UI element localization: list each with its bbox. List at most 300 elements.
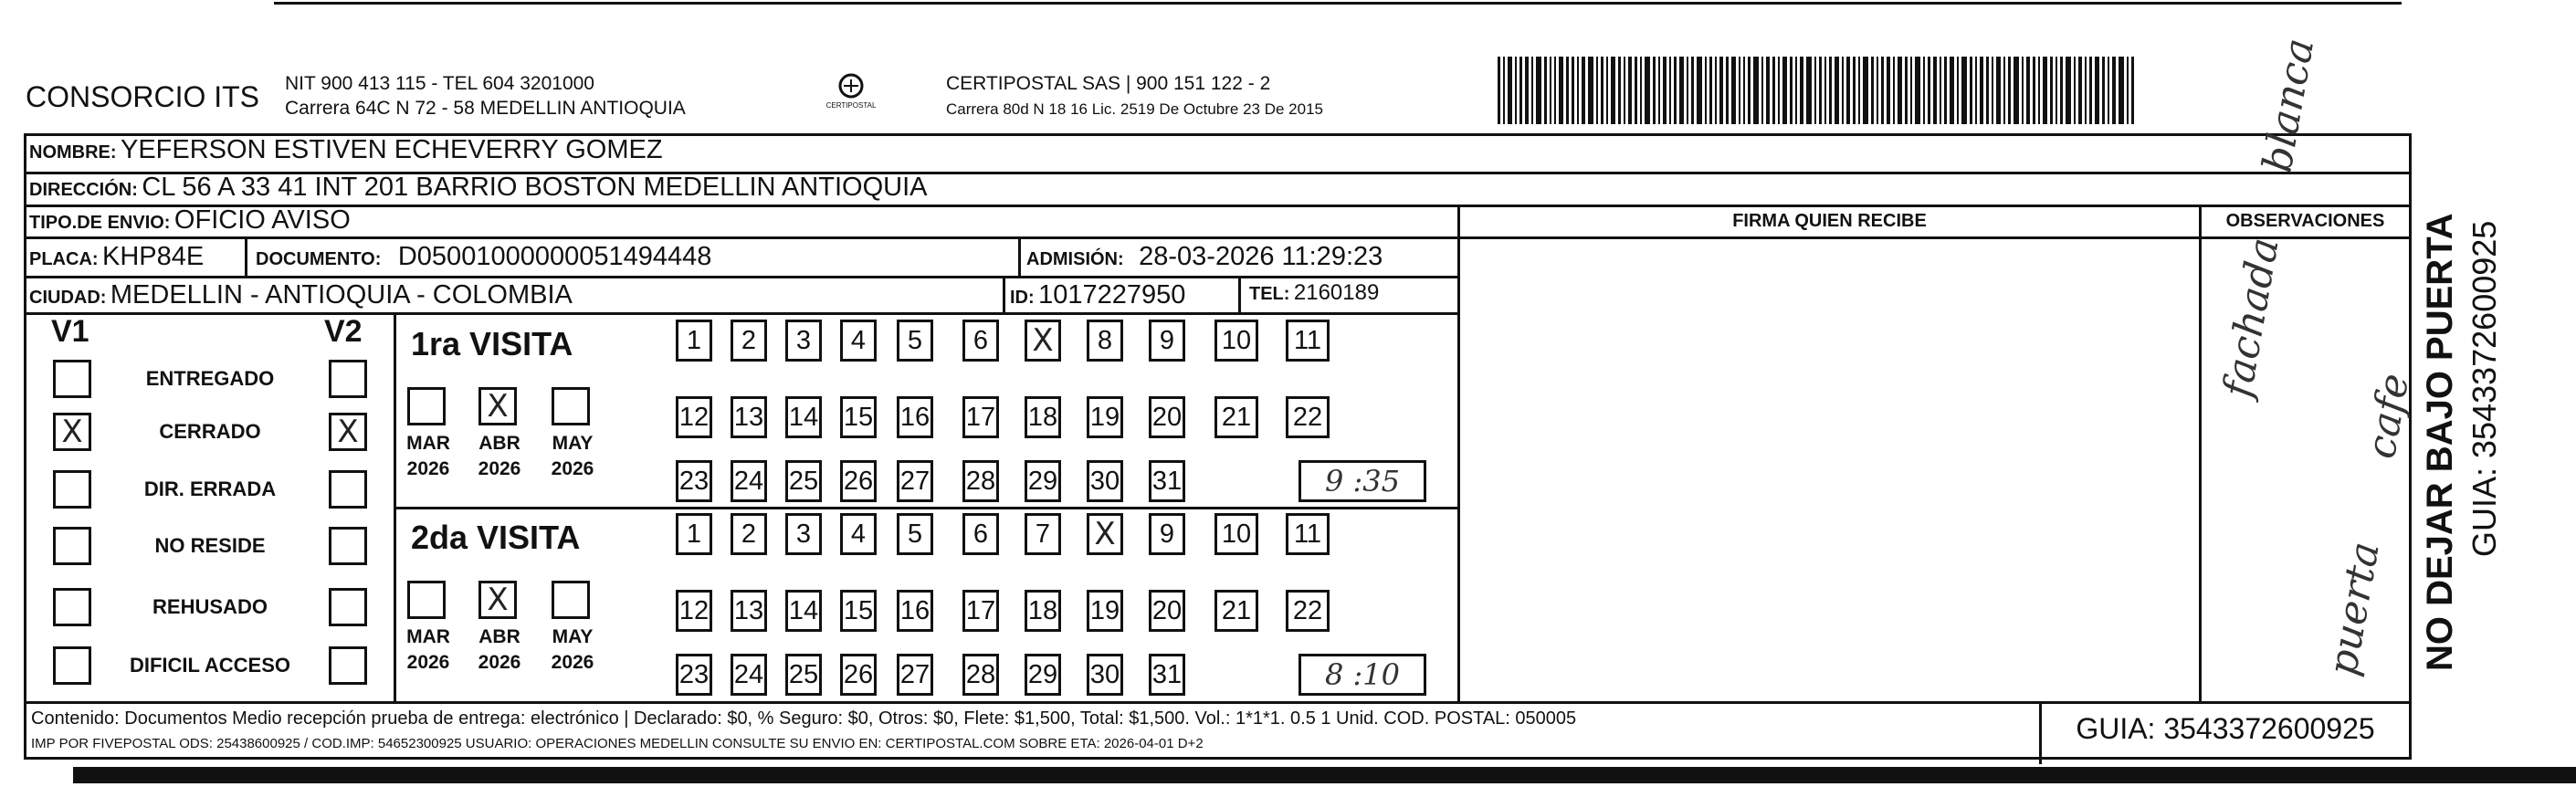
courier-license: Carrera 80d N 18 16 Lic. 2519 De Octubre 23 De 2015 <box>946 100 1323 118</box>
placa-value: KHP84E <box>102 242 205 271</box>
day-number: 2 <box>741 325 757 355</box>
day-cell[interactable] <box>962 654 999 696</box>
day-cell[interactable] <box>785 513 822 555</box>
day-number: 22 <box>1292 595 1323 625</box>
barcode-bar <box>1766 57 1770 124</box>
tipo-row <box>29 205 351 236</box>
ciudad-label: CIUDAD: <box>29 288 107 308</box>
day-number: 2 <box>741 519 757 549</box>
barcode-bar <box>1739 57 1740 124</box>
barcode-bar <box>1531 57 1533 124</box>
day-cell[interactable] <box>840 396 877 438</box>
barcode-bar <box>1842 57 1844 124</box>
barcode-bar <box>1887 57 1890 124</box>
day-number: 19 <box>1089 595 1120 625</box>
column-rule <box>2409 205 2412 704</box>
day-number: 24 <box>733 659 764 689</box>
visit-time: 9 :35 <box>1324 464 1401 498</box>
status-label: REHUSADO <box>152 595 268 618</box>
barcode-bar <box>1928 57 1930 124</box>
day-cell[interactable] <box>676 590 712 632</box>
barcode-bar <box>1601 57 1603 124</box>
certipostal-logo <box>824 71 878 117</box>
barcode-bar <box>1961 57 1967 124</box>
day-number: 8 <box>1097 325 1113 355</box>
visit-time-cell[interactable] <box>1299 654 1426 696</box>
tipo-value: OFICIO AVISO <box>173 205 351 235</box>
day-cell[interactable] <box>897 320 933 362</box>
barcode-bar <box>1858 57 1860 124</box>
row-rule <box>24 312 1457 315</box>
column-rule <box>1018 239 1021 276</box>
barcode-bar <box>2085 57 2087 124</box>
day-cell[interactable] <box>1149 513 1185 555</box>
barcode-bar <box>1596 57 1598 124</box>
footer-guia: GUIA: 3543372600925 <box>2076 712 2375 745</box>
barcode-bar <box>1550 57 1551 124</box>
visit-month-checkbox[interactable] <box>552 387 590 425</box>
day-number: 27 <box>899 466 931 496</box>
day-cell[interactable] <box>1286 396 1330 438</box>
day-cell[interactable] <box>1025 590 1061 632</box>
day-cell[interactable] <box>1087 396 1123 438</box>
visit-month-checkbox[interactable] <box>407 581 446 619</box>
visit-month-label: ABR <box>478 626 520 647</box>
day-number: 20 <box>1151 595 1183 625</box>
barcode-bar <box>1577 57 1579 124</box>
day-cell[interactable] <box>676 513 712 555</box>
day-number: 24 <box>733 466 764 496</box>
day-cell[interactable] <box>731 320 767 362</box>
visit-month-label: MAR <box>406 626 450 647</box>
barcode-bar <box>1778 57 1780 124</box>
day-number: 13 <box>733 402 764 432</box>
barcode-bar <box>2026 57 2030 124</box>
barcode-bar <box>1618 57 1621 124</box>
barcode-bar <box>1669 57 1671 124</box>
admision-label: ADMISIÓN: <box>1026 249 1124 269</box>
status-label: ENTREGADO <box>145 367 275 390</box>
day-number: 9 <box>1159 519 1175 549</box>
visit-month-label: ABR <box>478 433 520 454</box>
footer-content: Contenido: Documentos Medio recepción prueba de entrega: electrónico | Declarado: $0, % Seguro: $0, Otros: $0, Flete: $1,500, Total: $1,500. Vol.: 1*1*1. 0.5 1 Unid. COD. POSTAL: 050005 <box>31 708 1577 729</box>
day-cell[interactable] <box>785 320 822 362</box>
day-number: 18 <box>1027 402 1058 432</box>
logo-text: CERTIPOSTAL <box>825 101 877 110</box>
admision-row <box>1026 242 1383 272</box>
day-number: X <box>1032 322 1054 359</box>
day-number: 26 <box>843 466 874 496</box>
barcode-bar <box>1743 57 1745 124</box>
barcode-bar <box>1687 57 1688 124</box>
signature-header: FIRMA QUIEN RECIBE <box>1732 211 1927 231</box>
day-cell[interactable] <box>840 654 877 696</box>
documento-value: D05001000000051494448 <box>397 242 712 271</box>
column-rule <box>245 239 247 276</box>
nombre-value: YEFERSON ESTIVEN ECHEVERRY GOMEZ <box>121 135 663 164</box>
day-cell[interactable] <box>785 396 822 438</box>
barcode-bar <box>1536 57 1541 124</box>
status-v1-mark: X <box>61 414 83 450</box>
day-cell[interactable] <box>962 513 999 555</box>
visit-month-checkbox[interactable] <box>407 387 446 425</box>
barcode-bar <box>1628 57 1632 124</box>
top-rule <box>274 2 2402 5</box>
id-value: 1017227950 <box>1038 280 1186 310</box>
barcode-bar <box>1606 57 1608 124</box>
day-cell[interactable] <box>897 654 933 696</box>
day-cell[interactable] <box>731 396 767 438</box>
day-cell[interactable] <box>1025 654 1061 696</box>
v2-header: V2 <box>324 314 363 349</box>
barcode-bar <box>1697 57 1702 124</box>
day-number: 23 <box>678 466 710 496</box>
barcode-bar <box>1790 57 1793 124</box>
barcode-bar <box>1814 57 1816 124</box>
barcode-bar <box>1715 57 1717 124</box>
barcode-bar <box>1588 57 1593 124</box>
day-cell[interactable] <box>1087 590 1123 632</box>
barcode-bar <box>1898 57 1902 124</box>
day-cell[interactable] <box>731 654 767 696</box>
barcode-bar <box>1559 57 1563 124</box>
barcode-bar <box>1611 57 1615 124</box>
barcode-bar <box>1950 57 1954 124</box>
status-v2-mark: X <box>337 414 359 450</box>
day-number: 27 <box>899 659 931 689</box>
status-v1-checkbox[interactable] <box>53 360 91 398</box>
day-number: 20 <box>1151 402 1183 432</box>
status-v2-checkbox[interactable] <box>329 413 367 451</box>
barcode-bar <box>1806 57 1812 124</box>
day-cell[interactable] <box>897 460 933 502</box>
direccion-label: DIRECCIÓN: <box>29 180 138 200</box>
barcode-bar <box>2013 57 2019 124</box>
direccion-row <box>29 173 927 203</box>
day-number: 11 <box>1293 519 1322 549</box>
barcode-bar <box>1705 57 1707 124</box>
barcode-bar <box>1679 57 1684 124</box>
barcode-bar <box>1691 57 1694 124</box>
barcode-bar <box>1863 57 1868 124</box>
column-rule <box>2199 205 2202 704</box>
day-cell[interactable] <box>1214 396 1258 438</box>
barcode-bar <box>1881 57 1884 124</box>
barcode-bar <box>1498 57 1500 124</box>
barcode-bar <box>2066 57 2071 124</box>
day-cell[interactable] <box>962 460 999 502</box>
day-cell[interactable] <box>731 513 767 555</box>
day-number: 26 <box>843 659 874 689</box>
barcode-bar <box>2119 57 2124 124</box>
visit-month-label: MAY <box>552 433 594 454</box>
barcode-bar <box>1772 57 1775 124</box>
day-number: 18 <box>1027 595 1058 625</box>
barcode-bar <box>2022 57 2024 124</box>
barcode-bar <box>2043 57 2047 124</box>
barcode-bar <box>1975 57 1977 124</box>
barcode-bar <box>1795 57 1797 124</box>
day-number: 15 <box>843 402 874 432</box>
barcode-bar <box>1800 57 1803 124</box>
barcode-bar <box>1923 57 1925 124</box>
barcode-bar <box>1582 57 1585 124</box>
day-number: 28 <box>965 466 996 496</box>
barcode-bar <box>1503 57 1505 124</box>
day-cell[interactable] <box>1149 320 1185 362</box>
barcode-bar <box>1624 57 1625 124</box>
barcode-bar <box>1980 57 1983 124</box>
day-cell[interactable] <box>1286 320 1330 362</box>
day-number: 5 <box>907 325 923 355</box>
day-number: 21 <box>1221 402 1252 432</box>
day-number: 16 <box>899 402 931 432</box>
day-cell[interactable] <box>785 460 822 502</box>
sender-company: CONSORCIO ITS <box>26 80 260 113</box>
day-cell[interactable] <box>962 590 999 632</box>
observation-word: puerta <box>2319 538 2389 679</box>
barcode-bar <box>1554 57 1556 124</box>
status-label: NO RESIDE <box>154 534 266 557</box>
visit-month-label: MAY <box>552 626 594 647</box>
day-number: 31 <box>1151 466 1183 496</box>
barcode-bar <box>1566 57 1569 124</box>
day-cell[interactable] <box>962 396 999 438</box>
day-cell[interactable] <box>897 396 933 438</box>
status-v2-checkbox[interactable] <box>329 360 367 398</box>
barcode-bar <box>2078 57 2082 124</box>
barcode-bar <box>2131 57 2134 124</box>
visit-time-cell[interactable] <box>1299 460 1426 502</box>
day-cell[interactable] <box>731 460 767 502</box>
barcode-bar <box>1933 57 1937 124</box>
day-cell[interactable] <box>1214 513 1258 555</box>
day-number: 28 <box>965 659 996 689</box>
day-cell[interactable] <box>1025 513 1061 555</box>
footer-imp: IMP POR FIVEPOSTAL ODS: 25438600925 / COD.IMP: 54652300925 USUARIO: OPERACIONES MEDELLIN CONSULTE SU ENVIO EN: CERTIPOSTAL.COM SOBRE ETA: 2026-04-01 D+2 <box>31 736 1204 751</box>
day-number: 3 <box>795 519 812 549</box>
day-number: 19 <box>1089 402 1120 432</box>
day-cell[interactable] <box>676 320 712 362</box>
barcode-bar <box>1753 57 1759 124</box>
visit-year-label: 2026 <box>406 458 450 479</box>
day-number: 12 <box>678 595 710 625</box>
visit-year-label: 2026 <box>478 458 521 479</box>
ciudad-value: MEDELLIN - ANTIOQUIA - COLOMBIA <box>110 280 573 310</box>
barcode-bar <box>2127 57 2129 124</box>
day-number: 5 <box>907 519 923 549</box>
placa-label: PLACA: <box>29 249 99 269</box>
status-v1-checkbox[interactable] <box>53 527 91 565</box>
barcode-bar <box>2074 57 2076 124</box>
day-cell[interactable] <box>1149 590 1185 632</box>
status-v1-checkbox[interactable] <box>53 413 91 451</box>
barcode-bar <box>1544 57 1547 124</box>
barcode-bar <box>2095 57 2099 124</box>
courier-name: CERTIPOSTAL SAS | 900 151 122 - 2 <box>946 73 1271 94</box>
day-number: 11 <box>1293 325 1322 355</box>
day-cell[interactable] <box>1214 590 1258 632</box>
day-number: 1 <box>686 519 702 549</box>
status-v2-checkbox[interactable] <box>329 588 367 626</box>
tel-value: 2160189 <box>1293 280 1380 305</box>
row-rule <box>394 507 1457 509</box>
barcode <box>1498 57 2301 124</box>
barcode-bar <box>1996 57 2001 124</box>
day-cell[interactable] <box>1087 654 1123 696</box>
barcode-bar <box>1525 57 1529 124</box>
day-cell[interactable] <box>1087 460 1123 502</box>
day-number: 12 <box>678 402 710 432</box>
barcode-bar <box>1970 57 1972 124</box>
barcode-bar <box>2033 57 2035 124</box>
day-cell[interactable] <box>1149 460 1185 502</box>
day-cell[interactable] <box>676 460 712 502</box>
barcode-bar <box>1846 57 1850 124</box>
barcode-bar <box>1572 57 1574 124</box>
day-cell[interactable] <box>962 320 999 362</box>
ciudad-row <box>29 280 573 310</box>
placa-row <box>29 242 204 272</box>
barcode-bar <box>2056 57 2057 124</box>
nombre-row <box>29 135 663 165</box>
visit-month-checkbox[interactable] <box>478 387 517 425</box>
day-cell[interactable] <box>1025 396 1061 438</box>
day-cell[interactable] <box>676 396 712 438</box>
status-label: DIFICIL ACCESO <box>129 654 290 677</box>
column-rule <box>1003 278 1005 312</box>
day-cell[interactable] <box>676 654 712 696</box>
row-rule <box>24 701 2412 704</box>
visit-year-label: 2026 <box>551 652 594 673</box>
visit-month-checkbox[interactable] <box>478 581 517 619</box>
status-v1-checkbox[interactable] <box>53 470 91 509</box>
observation-word: cafe <box>2357 370 2419 463</box>
direccion-value: CL 56 A 33 41 INT 201 BARRIO BOSTON MEDELLIN ANTIOQUIA <box>142 173 928 202</box>
barcode-bar <box>1957 57 1959 124</box>
barcode-bar <box>1853 57 1856 124</box>
side-guia: GUIA: 3543372600925 <box>2466 220 2503 557</box>
status-v2-checkbox[interactable] <box>329 470 367 509</box>
barcode-bar <box>1508 57 1512 124</box>
barcode-bar <box>1893 57 1895 124</box>
barcode-bar <box>2060 57 2063 124</box>
status-v2-checkbox[interactable] <box>329 527 367 565</box>
day-cell[interactable] <box>785 590 822 632</box>
day-cell[interactable] <box>1286 590 1330 632</box>
barcode-bar <box>1640 57 1642 124</box>
day-cell[interactable] <box>1214 320 1258 362</box>
row-rule <box>24 276 1457 278</box>
sender-address: Carrera 64C N 72 - 58 MEDELLIN ANTIOQUIA <box>285 98 686 119</box>
day-cell[interactable] <box>840 460 877 502</box>
day-cell[interactable] <box>785 654 822 696</box>
observation-word: blanca <box>2254 35 2324 176</box>
tel-label: TEL: <box>1249 284 1290 304</box>
barcode-bar <box>1658 57 1660 124</box>
visit-title: 2da VISITA <box>411 519 581 556</box>
day-cell[interactable] <box>1025 320 1061 362</box>
bottom-rule <box>73 767 2576 783</box>
visit-month-mark: X <box>487 582 509 618</box>
day-number: 4 <box>850 519 867 549</box>
day-cell[interactable] <box>897 590 933 632</box>
barcode-bar <box>1709 57 1712 124</box>
documento-label: DOCUMENTO: <box>256 249 382 269</box>
barcode-bar <box>1761 57 1763 124</box>
day-cell[interactable] <box>1025 460 1061 502</box>
barcode-bar <box>1915 57 1920 124</box>
day-cell[interactable] <box>840 513 877 555</box>
day-cell[interactable] <box>1149 396 1185 438</box>
day-number: 4 <box>850 325 867 355</box>
day-cell[interactable] <box>1087 513 1123 555</box>
barcode-bar <box>1726 57 1729 124</box>
day-number: 10 <box>1221 519 1252 549</box>
barcode-bar <box>2112 57 2116 124</box>
day-cell[interactable] <box>1087 320 1123 362</box>
barcode-bar <box>1782 57 1787 124</box>
visit-month-label: MAR <box>406 433 450 454</box>
day-cell[interactable] <box>1149 654 1185 696</box>
v1-header: V1 <box>51 314 89 349</box>
barcode-bar <box>1905 57 1908 124</box>
barcode-bar <box>1940 57 1941 124</box>
day-number: 30 <box>1089 659 1120 689</box>
sender-nit-tel: NIT 900 413 115 - TEL 604 3201000 <box>285 73 594 94</box>
visit-title: 1ra VISITA <box>411 325 573 362</box>
barcode-bar <box>1635 57 1637 124</box>
day-number: 3 <box>795 325 812 355</box>
barcode-bar <box>1910 57 1912 124</box>
day-cell[interactable] <box>1286 513 1330 555</box>
visit-year-label: 2026 <box>406 652 450 673</box>
status-v2-checkbox[interactable] <box>329 646 367 685</box>
barcode-bar <box>1674 57 1677 124</box>
nombre-label: NOMBRE: <box>29 142 117 163</box>
id-row <box>1010 280 1185 310</box>
day-number: X <box>1094 516 1116 552</box>
barcode-bar <box>1871 57 1874 124</box>
visit-month-checkbox[interactable] <box>552 581 590 619</box>
day-number: 14 <box>788 402 819 432</box>
status-v1-checkbox[interactable] <box>53 588 91 626</box>
day-cell[interactable] <box>840 320 877 362</box>
day-number: 29 <box>1027 659 1058 689</box>
barcode-bar <box>1719 57 1723 124</box>
day-cell[interactable] <box>897 513 933 555</box>
day-number: 25 <box>788 659 819 689</box>
barcode-bar <box>1944 57 1947 124</box>
observation-word: fachada <box>2214 234 2288 401</box>
day-number: 6 <box>973 519 989 549</box>
barcode-bar <box>2038 57 2040 124</box>
status-v1-checkbox[interactable] <box>53 646 91 685</box>
tipo-label: TIPO.DE ENVIO: <box>29 213 171 233</box>
status-label: CERRADO <box>159 420 261 443</box>
admision-value: 28-03-2026 11:29:23 <box>1139 242 1383 271</box>
day-number: 9 <box>1159 325 1175 355</box>
day-number: 17 <box>965 402 996 432</box>
day-cell[interactable] <box>840 590 877 632</box>
day-number: 22 <box>1292 402 1323 432</box>
barcode-bar <box>1663 57 1667 124</box>
day-number: 25 <box>788 466 819 496</box>
barcode-bar <box>1877 57 1878 124</box>
row-rule <box>24 205 2412 207</box>
day-number: 14 <box>788 595 819 625</box>
day-cell[interactable] <box>731 590 767 632</box>
